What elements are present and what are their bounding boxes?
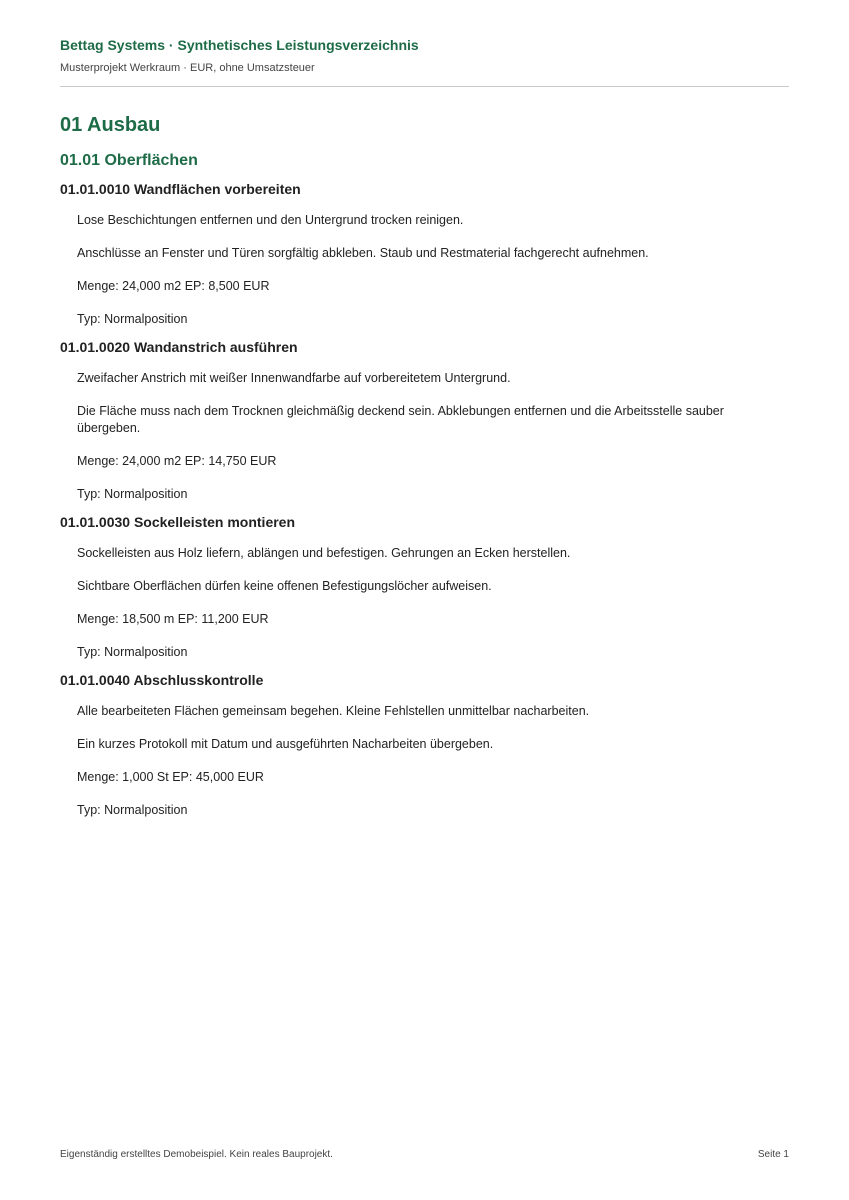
position-quantity: Menge: 1,000 St EP: 45,000 EUR: [77, 770, 264, 784]
position-type: Typ: Normalposition: [77, 487, 188, 501]
position-body: [77, 212, 789, 328]
position-text: Lose Beschichtungen entfernen und den Untergrund trocken reinigen.: [77, 213, 464, 227]
position-text: Die Fläche muss nach dem Trocknen gleichmäßig deckend sein. Abklebungen entfernen und die Arbeitsstelle sauber übergeben.: [77, 404, 724, 435]
position-type: Typ: Normalposition: [77, 803, 188, 817]
position-body: [77, 703, 789, 819]
document-header: [60, 36, 789, 87]
position-quantity: Menge: 24,000 m2 EP: 8,500 EUR: [77, 279, 270, 293]
document-footer: [60, 1148, 789, 1161]
footer-disclaimer: Eigenständig erstelltes Demobeispiel. Kein reales Bauprojekt.: [60, 1149, 333, 1160]
position-text: Alle bearbeiteten Flächen gemeinsam begehen. Kleine Fehlstellen unmittelbar nacharbeiten.: [77, 704, 590, 718]
position-heading: 01.01.0030 Sockelleisten montieren: [60, 514, 296, 530]
position-type: Typ: Normalposition: [77, 645, 188, 659]
subsection-heading: 01.01 Oberflächen: [60, 152, 198, 169]
position-0010: [60, 180, 789, 328]
position-text: Anschlüsse an Fenster und Türen sorgfältig abkleben. Staub und Restmaterial fachgerecht aufnehmen.: [77, 246, 649, 260]
position-heading: 01.01.0010 Wandflächen vorbereiten: [60, 181, 301, 197]
document-content: [60, 113, 789, 829]
document-subtitle: Musterprojekt Werkraum · EUR, ohne Umsatzsteuer: [60, 62, 315, 74]
position-body: [77, 370, 789, 503]
position-0020: [60, 338, 789, 503]
document-title: Bettag Systems · Synthetisches Leistungsverzeichnis: [60, 37, 419, 53]
position-type: Typ: Normalposition: [77, 312, 188, 326]
section-heading: 01 Ausbau: [60, 114, 161, 136]
position-heading: 01.01.0040 Abschlusskontrolle: [60, 672, 264, 688]
position-text: Sockelleisten aus Holz liefern, ablängen und befestigen. Gehrungen an Ecken herstellen.: [77, 546, 571, 560]
position-quantity: Menge: 18,500 m EP: 11,200 EUR: [77, 612, 269, 626]
page-number: Seite 1: [757, 1149, 789, 1160]
position-body: [77, 545, 789, 661]
position-heading: 01.01.0020 Wandanstrich ausführen: [60, 339, 298, 355]
position-0030: [60, 513, 789, 661]
position-text: Sichtbare Oberflächen dürfen keine offenen Befestigungslöcher aufweisen.: [77, 579, 492, 593]
position-text: Ein kurzes Protokoll mit Datum und ausgeführten Nacharbeiten übergeben.: [77, 737, 494, 751]
position-text: Zweifacher Anstrich mit weißer Innenwandfarbe auf vorbereitetem Untergrund.: [77, 371, 511, 385]
position-0040: [60, 671, 789, 819]
position-quantity: Menge: 24,000 m2 EP: 14,750 EUR: [77, 454, 277, 468]
